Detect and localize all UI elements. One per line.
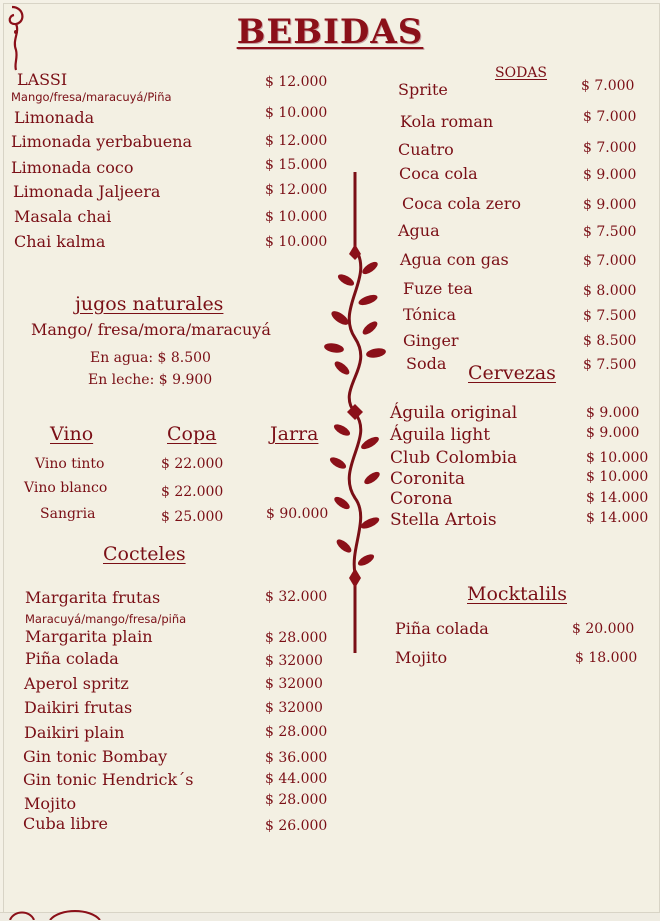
section-header-sodas: SODAS [495, 65, 547, 81]
menu-item-name: Limonada [14, 108, 95, 127]
jugos-flavors: Mango/ fresa/mora/maracuyá [31, 320, 271, 339]
coctel-item-name: Gin tonic Hendrick´s [23, 770, 194, 789]
coctel-item-price: $ 28.000 [265, 724, 328, 740]
coctel-item-name: Gin tonic Bombay [23, 747, 168, 766]
column-header-jarra: Jarra [270, 423, 319, 445]
jugos-agua-price: En agua: $ 8.500 [90, 350, 211, 366]
mocktail-item-name: Mojito [395, 648, 448, 667]
vino-item-name: Vino blanco [24, 480, 108, 496]
soda-item-name: Agua [398, 221, 440, 240]
vino-copa-price: $ 22.000 [161, 484, 224, 500]
soda-item-price: $ 8.000 [583, 283, 637, 299]
section-header-jugos: jugos naturales [75, 293, 224, 315]
section-header-cervezas: Cervezas [468, 362, 556, 384]
menu-item-name: Masala chai [14, 207, 112, 226]
soda-item-name: Ginger [403, 331, 459, 350]
section-header-mocktails: Mocktalils [467, 583, 567, 605]
section-header-vino: Vino [50, 423, 94, 445]
coctel-flavors: Maracuyá/mango/fresa/piña [25, 612, 187, 626]
beer-item-name: Coronita [390, 469, 465, 489]
menu-item-name: Limonada yerbabuena [11, 132, 193, 151]
soda-item-name: Agua con gas [400, 250, 509, 269]
coctel-item-name: Daikiri frutas [24, 698, 133, 717]
beer-item-price: $ 9.000 [586, 425, 640, 441]
coctel-item-price: $ 36.000 [265, 750, 328, 766]
coctel-item-name: Margarita frutas [25, 588, 161, 607]
menu-item-price: $ 12.000 [265, 133, 328, 149]
menu-item-price: $ 12.000 [265, 182, 328, 198]
menu-item-price: $ 15.000 [265, 157, 328, 173]
column-header-copa: Copa [167, 423, 217, 445]
soda-item-name: Cuatro [398, 140, 454, 159]
vino-copa-price: $ 22.000 [161, 456, 224, 472]
coctel-item-price: $ 28.000 [265, 630, 328, 646]
beer-item-name: Corona [390, 489, 453, 509]
mocktail-item-name: Piña colada [395, 619, 489, 638]
soda-item-price: $ 7.500 [583, 308, 637, 324]
soda-item-name: Tónica [403, 305, 456, 324]
coctel-item-name: Cuba libre [23, 814, 109, 833]
menu-item-name: Limonada coco [11, 158, 134, 177]
soda-item-price: $ 7.500 [583, 357, 637, 373]
soda-item-price: $ 7.000 [583, 140, 637, 156]
soda-item-name: Kola roman [400, 112, 494, 131]
coctel-item-price: $ 26.000 [265, 818, 328, 834]
soda-item-price: $ 7.500 [583, 224, 637, 240]
mocktail-item-price: $ 18.000 [575, 650, 638, 666]
soda-item-price: $ 7.000 [583, 109, 637, 125]
vino-item-name: Sangria [40, 506, 96, 522]
soda-item-name: Soda [406, 354, 447, 373]
page-title: BEBIDAS [236, 12, 424, 52]
lassi-price: $ 12.000 [265, 74, 328, 90]
bottom-flourish-icon [0, 910, 110, 920]
soda-item-name: Coca cola zero [402, 194, 521, 213]
beer-item-price: $ 9.000 [586, 405, 640, 421]
beer-item-price: $ 10.000 [586, 450, 649, 466]
beer-item-name: Águila original [390, 403, 518, 423]
coctel-item-name: Piña colada [25, 649, 119, 668]
soda-item-name: Fuze tea [403, 279, 473, 298]
menu-item-price: $ 10.000 [265, 105, 328, 121]
coctel-item-name: Aperol spritz [24, 674, 129, 693]
soda-item-price: $ 7.000 [583, 253, 637, 269]
beer-item-name: Águila light [390, 425, 491, 445]
coctel-item-price: $ 44.000 [265, 771, 328, 787]
soda-item-price: $ 9.000 [583, 167, 637, 183]
coctel-item-price: $ 28.000 [265, 792, 328, 808]
vino-item-name: Vino tinto [35, 456, 105, 472]
section-header-cocteles: Cocteles [103, 543, 186, 565]
beer-item-price: $ 14.000 [586, 510, 649, 526]
beer-item-name: Club Colombia [390, 448, 518, 468]
beer-item-name: Stella Artois [390, 510, 497, 530]
menu-item-price: $ 10.000 [265, 234, 328, 250]
jugos-leche-price: En leche: $ 9.900 [88, 372, 213, 388]
vine-divider-icon [320, 168, 390, 658]
beer-item-price: $ 14.000 [586, 490, 649, 506]
mocktail-item-price: $ 20.000 [572, 621, 635, 637]
soda-item-price: $ 7.000 [581, 78, 635, 94]
coctel-item-price: $ 32000 [265, 653, 323, 669]
lassi-flavors: Mango/fresa/maracuyá/Piña [11, 90, 172, 104]
soda-item-price: $ 9.000 [583, 197, 637, 213]
coctel-item-name: Daikiri plain [24, 723, 125, 742]
soda-item-name: Coca cola [399, 164, 478, 183]
coctel-item-price: $ 32000 [265, 676, 323, 692]
coctel-item-name: Margarita plain [25, 627, 153, 646]
beer-item-price: $ 10.000 [586, 469, 649, 485]
coctel-item-price: $ 32000 [265, 700, 323, 716]
soda-item-price: $ 8.500 [583, 333, 637, 349]
soda-item-name: Sprite [398, 80, 448, 99]
coctel-item-price: $ 32.000 [265, 589, 328, 605]
vino-copa-price: $ 25.000 [161, 509, 224, 525]
menu-item-name: Limonada Jaljeera [13, 182, 161, 201]
lassi-name: LASSI [17, 70, 68, 89]
vino-jarra-price: $ 90.000 [266, 506, 329, 522]
coctel-item-name: Mojito [24, 794, 77, 813]
menu-item-name: Chai kalma [14, 232, 106, 251]
menu-item-price: $ 10.000 [265, 209, 328, 225]
